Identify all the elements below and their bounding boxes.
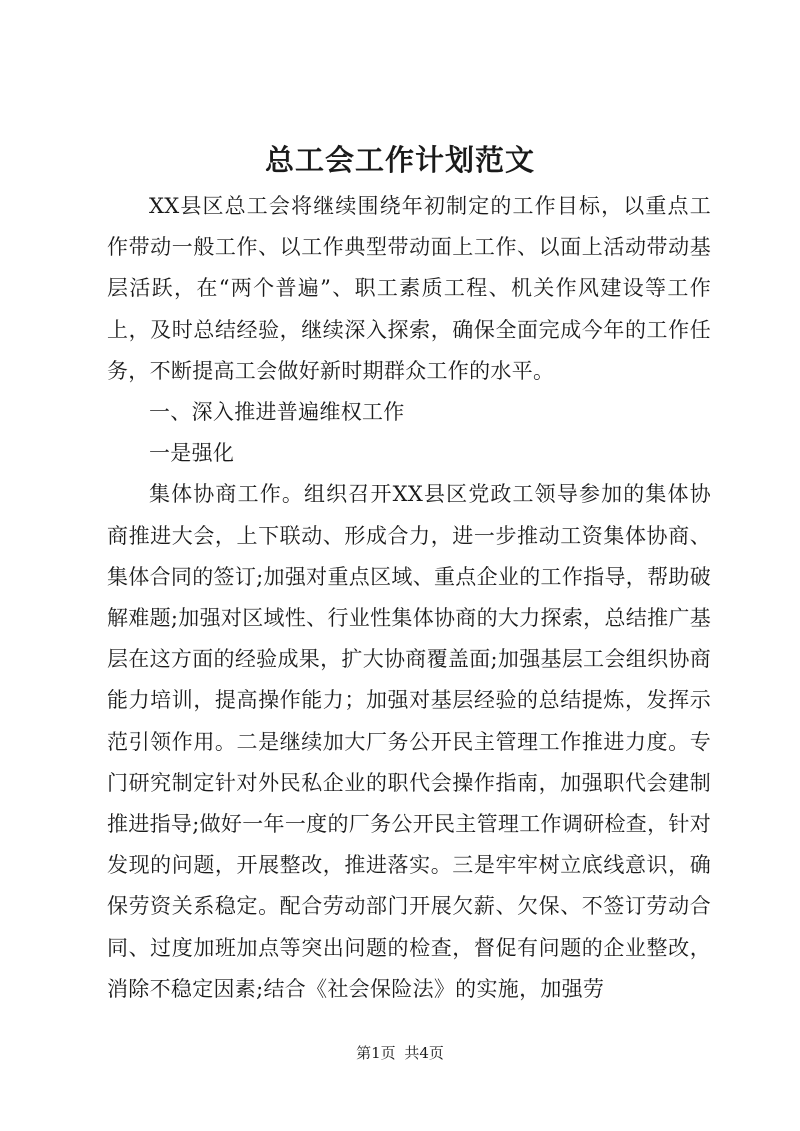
section-heading: 一、深入推进普遍维权工作 [149, 400, 405, 425]
page-number: 第1页 [356, 1044, 396, 1062]
subsection-heading: 一是强化 [149, 441, 235, 466]
page-footer [0, 1043, 800, 1063]
document-body [107, 186, 711, 1010]
intro-paragraph: XX县区总工会将继续围绕年初制定的工作目标，以重点工作带动一般工作、以工作典型带动面上工作、以面上活动带动基层活跃，在“两个普遍”、职工素质工程、机关作风建设等工作上，及时总结经验，继续深入探索，确保全面完成今年的工作任务，不断提高工会做好新时期群众工作的水平。 [107, 194, 711, 383]
page-total: 共4页 [404, 1044, 444, 1062]
document-title: 总工会工作计划范文 [264, 143, 535, 177]
body-paragraph: 集体协商工作。组织召开XX县区党政工领导参加的集体协商推进大会，上下联动、形成合力，进一步推动工资集体协商、集体合同的签订;加强对重点区域、重点企业的工作指导，帮助破解难题;加强对区域性、行业性集体协商的大力探索，总结推广基层在这方面的经验成果，扩大协商覆盖面;加强基层工会组织协商能力培训，提高操作能力；加强对基层经验的总结提炼，发挥示范引领作用。二是继续加大厂务公开民主管理工作推进力度。专门研究制定针对外民私企业的职代会操作指南，加强职代会建制推进指导;做好一年一度的厂务公开民主管理工作调研检查，针对发现的问题，开展整改，推进落实。三是牢牢树立底线意识，确保劳资关系稳定。配合劳动部门开展欠薪、欠保、不签订劳动合同、过度加班加点等突出问题的检查，督促有问题的企业整改，消除不稳定因素;结合《社会保险法》的实施，加强劳 [107, 482, 711, 1001]
